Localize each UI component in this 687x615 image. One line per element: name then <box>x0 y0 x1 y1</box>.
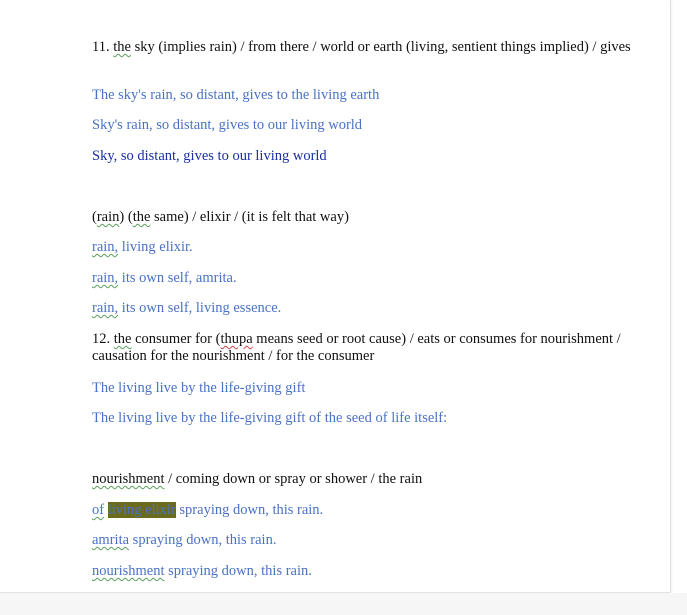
gloss-text: means seed or root cause) / eats or consumes for nourishment / causation for the nourishment / for the consumer <box>92 331 621 364</box>
translation-text: its own self, living essence. <box>118 300 282 316</box>
gloss-text: ) ( <box>119 209 133 225</box>
window-bottom-edge <box>0 593 687 615</box>
rain-translation-3 <box>92 300 637 317</box>
gloss-text: / coming down or spray or shower / the rain <box>164 471 423 487</box>
verse-11-heading <box>92 39 637 56</box>
translation-text: its own self, amrita. <box>118 270 237 286</box>
paren: ( <box>92 209 97 225</box>
word-nourishment-flagged[interactable]: nourishment <box>92 471 165 487</box>
verse-11-translation-1: The sky's rain, so distant, gives to the living earth <box>92 87 380 103</box>
word-of-flagged[interactable]: of <box>92 502 105 518</box>
gloss-text: consumer for ( <box>131 331 221 347</box>
word-rain-flagged[interactable]: rain, <box>92 270 119 286</box>
verse-12-heading <box>92 331 637 365</box>
nourishment-translation-3 <box>92 563 637 580</box>
verse-12-translation-1: The living live by the life-giving gift <box>92 380 306 396</box>
rain-translation-1 <box>92 239 637 256</box>
highlighted-selection[interactable]: living elixir <box>107 502 176 518</box>
verse-11-translation-2: Sky's rain, so distant, gives to our living world <box>92 117 363 133</box>
gloss-text: same) / elixir / (it is felt that way) <box>150 209 349 225</box>
translation-text: living elixir. <box>118 239 193 255</box>
nourishment-translation-1 <box>92 502 637 519</box>
translation-text: spraying down, this rain. <box>175 502 324 518</box>
translation-text: spraying down, this rain. <box>129 532 277 548</box>
verse-12-number: 12. <box>92 331 114 347</box>
verse-11-translation-3: Sky, so distant, gives to our living world <box>92 148 327 164</box>
verse-11-number: 11. <box>92 39 114 55</box>
word-rain-flagged[interactable]: rain, <box>92 239 119 255</box>
word-rain-flagged[interactable]: rain <box>96 209 120 225</box>
nourishment-translation-2 <box>92 532 637 549</box>
word-amrita-flagged[interactable]: amrita <box>92 532 130 548</box>
word-nourishment-flagged[interactable]: nourishment <box>92 563 165 579</box>
word-the-flagged[interactable]: the <box>132 209 151 225</box>
word-rain-flagged[interactable]: rain, <box>92 300 119 316</box>
nourishment-gloss-heading <box>92 471 637 488</box>
word-thupa-misspelled[interactable]: thupa <box>220 331 253 347</box>
verse-12-translation-2: The living live by the life-giving gift of the seed of life itself: <box>92 410 448 426</box>
verse-11-gloss: sky (implies rain) / from there / world or earth (living, sentient things implied) / gives <box>130 39 631 55</box>
rain-translation-2 <box>92 270 637 287</box>
rain-gloss-heading <box>92 209 637 226</box>
word-the-flagged[interactable]: the <box>113 39 131 55</box>
translation-text: spraying down, this rain. <box>164 563 312 579</box>
word-the-flagged[interactable]: the <box>113 331 132 347</box>
